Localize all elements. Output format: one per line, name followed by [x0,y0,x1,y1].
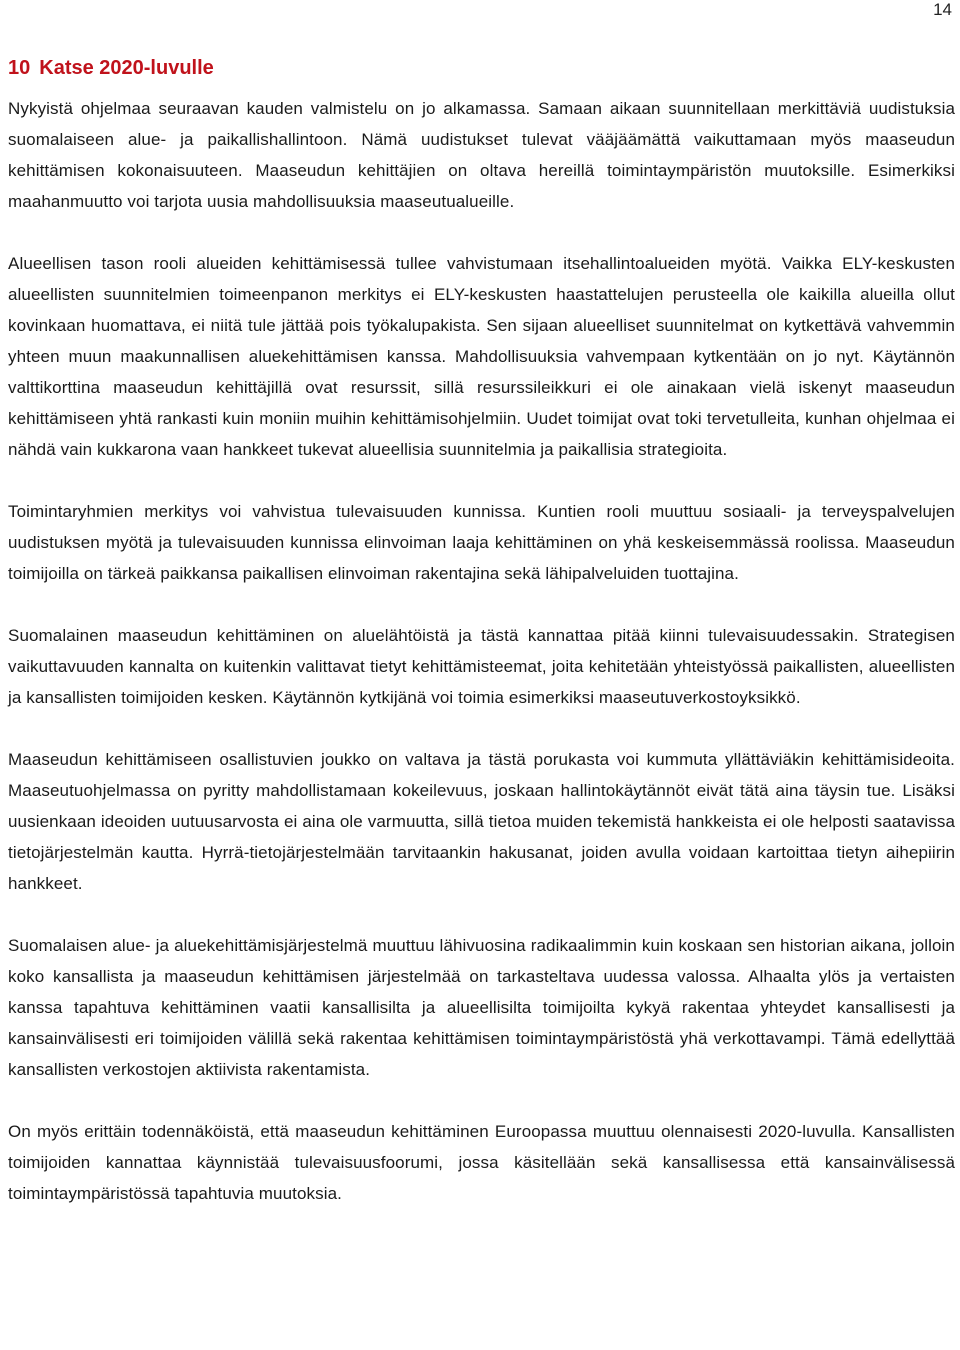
paragraph: Nykyistä ohjelmaa seuraavan kauden valmistelu on jo alkamassa. Samaan aikaan suunnitellaan merkittäviä uudistuksia suomalaiseen alue- ja paikallishallintoon. Nämä uudistukset tulevat vääjäämättä vaikuttamaan myös maaseudun kehittämisen kokonaisuuteen. Maaseudun kehittäjien on oltava hereillä toimintaympäristön muutoksille. Esimerkiksi maahanmuutto voi tarjota uusia mahdollisuuksia maaseutualueille. [8,99,955,211]
paragraph: Maaseudun kehittämiseen osallistuvien joukko on valtava ja tästä porukasta voi kummuta yllättäviäkin kehittämisideoita. Maaseutuohjelmassa on pyritty mahdollistamaan kokeilevuus, joskaan hallintokäytännöt eivät tätä aina täysin tue. Lisäksi uusienkaan ideoiden uutuusarvosta ei aina ole varmuutta, sillä tietoa muiden tekemistä hankkeista ei ole helposti saatavissa tietojärjestelmän kautta. Hyrrä-tietojärjestelmään tarvitaankin hakusanat, joiden avulla voidaan kartoittaa tietyn aihepiirin hankkeet. [8,750,955,893]
section-title: Katse 2020-luvulle [39,57,214,79]
paragraph: Suomalainen maaseudun kehittäminen on aluelähtöistä ja tästä kannattaa pitää kiinni tulevaisuudessakin. Strategisen vaikuttavuuden kannalta on kuitenkin valittavat tietyt kehittämisteemat, joita kehitetään yhteistyössä paikallisten, alueellisten ja kansallisten toimijoiden kesken. Käytännön kytkijänä voi toimia esimerkiksi maaseutuverkostoyksikkö. [8,626,955,707]
section-number: 10 [8,57,31,79]
paragraph: Suomalaisen alue- ja aluekehittämisjärjestelmä muuttuu lähivuosina radikaalimmin kuin koskaan sen historian aikana, jolloin koko kansallista ja maaseudun kehittämisen järjestelmää on tarkasteltava uudessa valossa. Alhaalta ylös ja vertaisten kanssa tapahtuva kehittäminen vaatii kansallisilta ja alueellisilta toimijoilta kykyä rakentaa yhteydet kansallisesti ja kansainvälisesti eri toimijoiden välillä sekä rakentaa kehittämisen toimintaympäristöstä yhä verkottavampi. Tämä edellyttää kansallisten verkostojen aktiivista rakentamista. [8,936,955,1079]
page-number: 14 [933,0,952,19]
body-text [8,93,955,1209]
paragraph: Toimintaryhmien merkitys voi vahvistua tulevaisuuden kunnissa. Kuntien rooli muuttuu sosiaali- ja terveyspalvelujen uudistuksen myötä ja tulevaisuuden kunnissa elinvoiman laaja kehittäminen on yhä keskeisemmässä roolissa. Maaseudun toimijoilla on tärkeä paikkansa paikallisen elinvoiman rakentajina sekä lähipalveluiden tuottajina. [8,502,955,583]
section-heading [8,55,214,81]
paragraph: On myös erittäin todennäköistä, että maaseudun kehittäminen Euroopassa muuttuu olennaisesti 2020-luvulla. Kansallisten toimijoiden kannattaa käynnistää tulevaisuusfoorumi, jossa käsitellään sekä kansallisessa että kansainvälisessä toimintaympäristössä tapahtuvia muutoksia. [8,1122,955,1203]
paragraph: Alueellisen tason rooli alueiden kehittämisessä tullee vahvistumaan itsehallintoalueiden myötä. Vaikka ELY-keskusten alueellisten suunnitelmien toimeenpanon merkitys ei ELY-keskusten haastattelujen perusteella ole kaikilla alueilla ollut kovinkaan huomattava, ei niitä tule jättää pois työkalupakista. Sen sijaan alueelliset suunnitelmat on kytkettävä vahvemmin yhteen muun maakunnallisen aluekehittämisen kanssa. Mahdollisuuksia vahvempaan kytkentään on jo nyt. Käytännön valttikorttina maaseudun kehittäjillä ovat resurssit, sillä resurssileikkuri ei ole ainakaan vielä iskenyt maaseudun kehittämiseen yhtä rankasti kuin moniin muihin kehittämisohjelmiin. Uudet toimijat ovat toki tervetulleita, kunhan ohjelmaa ei nähdä vain kukkarona vaan hankkeet tukevat alueellisia suunnitelmia ja paikallisia strategioita. [8,254,955,459]
